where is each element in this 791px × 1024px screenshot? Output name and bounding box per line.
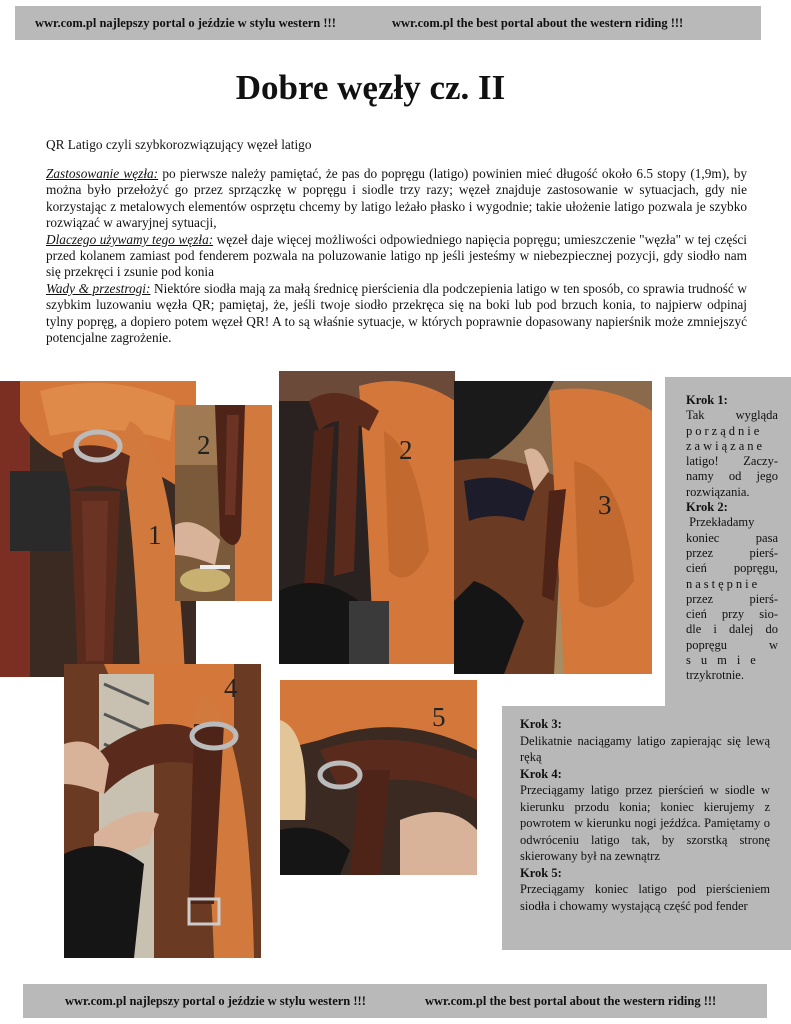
krok1-line: rozwiązania. <box>686 484 750 499</box>
krok1-line: Tak wygląda <box>686 408 778 423</box>
footer-right-text: wwr.com.pl the best portal about the western riding !!! <box>425 993 717 1008</box>
header-right-text: wwr.com.pl the best portal about the western riding !!! <box>392 15 684 30</box>
dlaczego-text: węzeł daje więcej możliwości odpowiedniego napięcia popręgu; umieszczenie "węzła" w tej części przed kolanem zamiast pod fenderem pozwala na poluzowanie latigo np jeśli jesteśmy w niebezpiecznej pozycji, gdy siodło nam się przekręci i zsunie pod konia <box>46 231 747 280</box>
photo-step-4 <box>64 664 261 958</box>
steps-bottom-text <box>520 716 770 914</box>
photo-number-5: 5 <box>432 702 446 732</box>
krok2-line: popręgu w <box>686 637 778 652</box>
krok3-text: Delikatnie naciągamy latigo zapierając się lewą ręką <box>520 733 770 764</box>
photo-step-3 <box>454 381 652 674</box>
section-wady <box>46 281 747 347</box>
krok1-line: latigo! Zaczy- <box>686 454 778 469</box>
krok3-title: Krok 3: <box>520 717 562 731</box>
photo-step-2b <box>279 371 455 664</box>
krok4-title: Krok 4: <box>520 766 562 781</box>
header-band <box>15 6 761 40</box>
krok2-line: dle i dalej do <box>686 622 778 637</box>
photo-number-2b: 2 <box>399 435 413 465</box>
krok2-line: cień popręgu, <box>686 561 778 576</box>
krok4-text: Przeciągamy latigo przez pierścień w siodle w kierunku przodu konia; koniec kierujemy z powrotem w kierunku nogi jeźdźca. Pamiętamy o odwróceniu latigo tak, by szorstką stronę skierowany był na zewnątrz <box>520 783 770 863</box>
krok5-title: Krok 5: <box>520 865 562 880</box>
subtitle: QR Latigo czyli szybkorozwiązujący węzeł latigo <box>46 137 312 152</box>
header-left-text: wwr.com.pl najlepszy portal o jeździe w stylu western !!! <box>35 15 336 30</box>
photo-number-4: 4 <box>224 673 238 703</box>
krok1-title: Krok 1: <box>686 393 728 407</box>
krok1-line: zawiązane <box>686 438 766 453</box>
krok2-line: Przekładamy <box>686 515 755 530</box>
wady-label: Wady & przestrogi: <box>46 280 151 296</box>
body-text <box>46 166 747 346</box>
steps-right-text <box>686 393 778 684</box>
photo-number-1: 1 <box>148 520 162 550</box>
krok2-line: przez pierś- <box>686 545 778 560</box>
krok1-line: porządnie <box>686 423 763 438</box>
krok1-line: namy od jego <box>686 469 778 484</box>
krok2-title: Krok 2: <box>686 500 728 515</box>
footer-left-text: wwr.com.pl najlepszy portal o jeździe w stylu western !!! <box>65 993 366 1008</box>
krok2-line: sumie <box>686 653 766 668</box>
page-title: Dobre węzły cz. II <box>235 68 506 107</box>
photo-number-3: 3 <box>598 490 612 520</box>
dlaczego-label: Dlaczego używamy tego węzła: <box>46 231 214 247</box>
photo-step-1 <box>0 381 196 677</box>
zastosowanie-label: Zastosowanie węzła: <box>46 166 159 181</box>
krok2-line: przez pierś- <box>686 591 778 606</box>
krok2-line: trzykrotnie. <box>686 668 744 683</box>
photo-number-2a: 2 <box>197 430 211 460</box>
krok2-line: następnie <box>686 576 761 591</box>
section-zastosowanie <box>46 166 747 232</box>
photo-step-5 <box>280 680 477 875</box>
wady-text: Niektóre siodła mają za małą średnicę pierścienia dla podczepienia latigo w ten sposób, co sprawia trudność w szybkim luzowaniu węzła QR; pamiętaj, że, jeśli twoje siodło przekręca się na boki lub pod brzuch konia, to najpierw odpinaj tylny popręg, a dopiero potem węzeł QR! A to są właśnie sytuacje, w których poprawnie dopasowany napierśnik może zmniejszyć potencjalne zagrożenie. <box>46 280 748 346</box>
footer-band <box>23 984 767 1018</box>
photo-step-2a <box>175 405 272 601</box>
krok2-line: cień przy sio- <box>686 607 778 622</box>
krok2-line: koniec pasa <box>686 530 778 545</box>
zastosowanie-text: po pierwsze należy pamiętać, że pas do popręgu (latigo) powinien mieć długość około 6.5 stopy (1,9m), by można było przełożyć go przez sprzączkę w popręgu i siodle trzy razy; węzeł znajduje zastosowanie w sytuacjach, gdy nie korzystając z metalowych elementów osprzętu chcemy by latigo leżało płasko i wygodnie; takie ułożenie latigo pozwala je szybko rozwiązać w awaryjnej sytuacji, <box>46 166 748 231</box>
section-dlaczego <box>46 232 747 281</box>
krok5-text: Przeciągamy koniec latigo pod pierścieniem siodła i chowamy wystającą część pod fender <box>520 882 770 913</box>
